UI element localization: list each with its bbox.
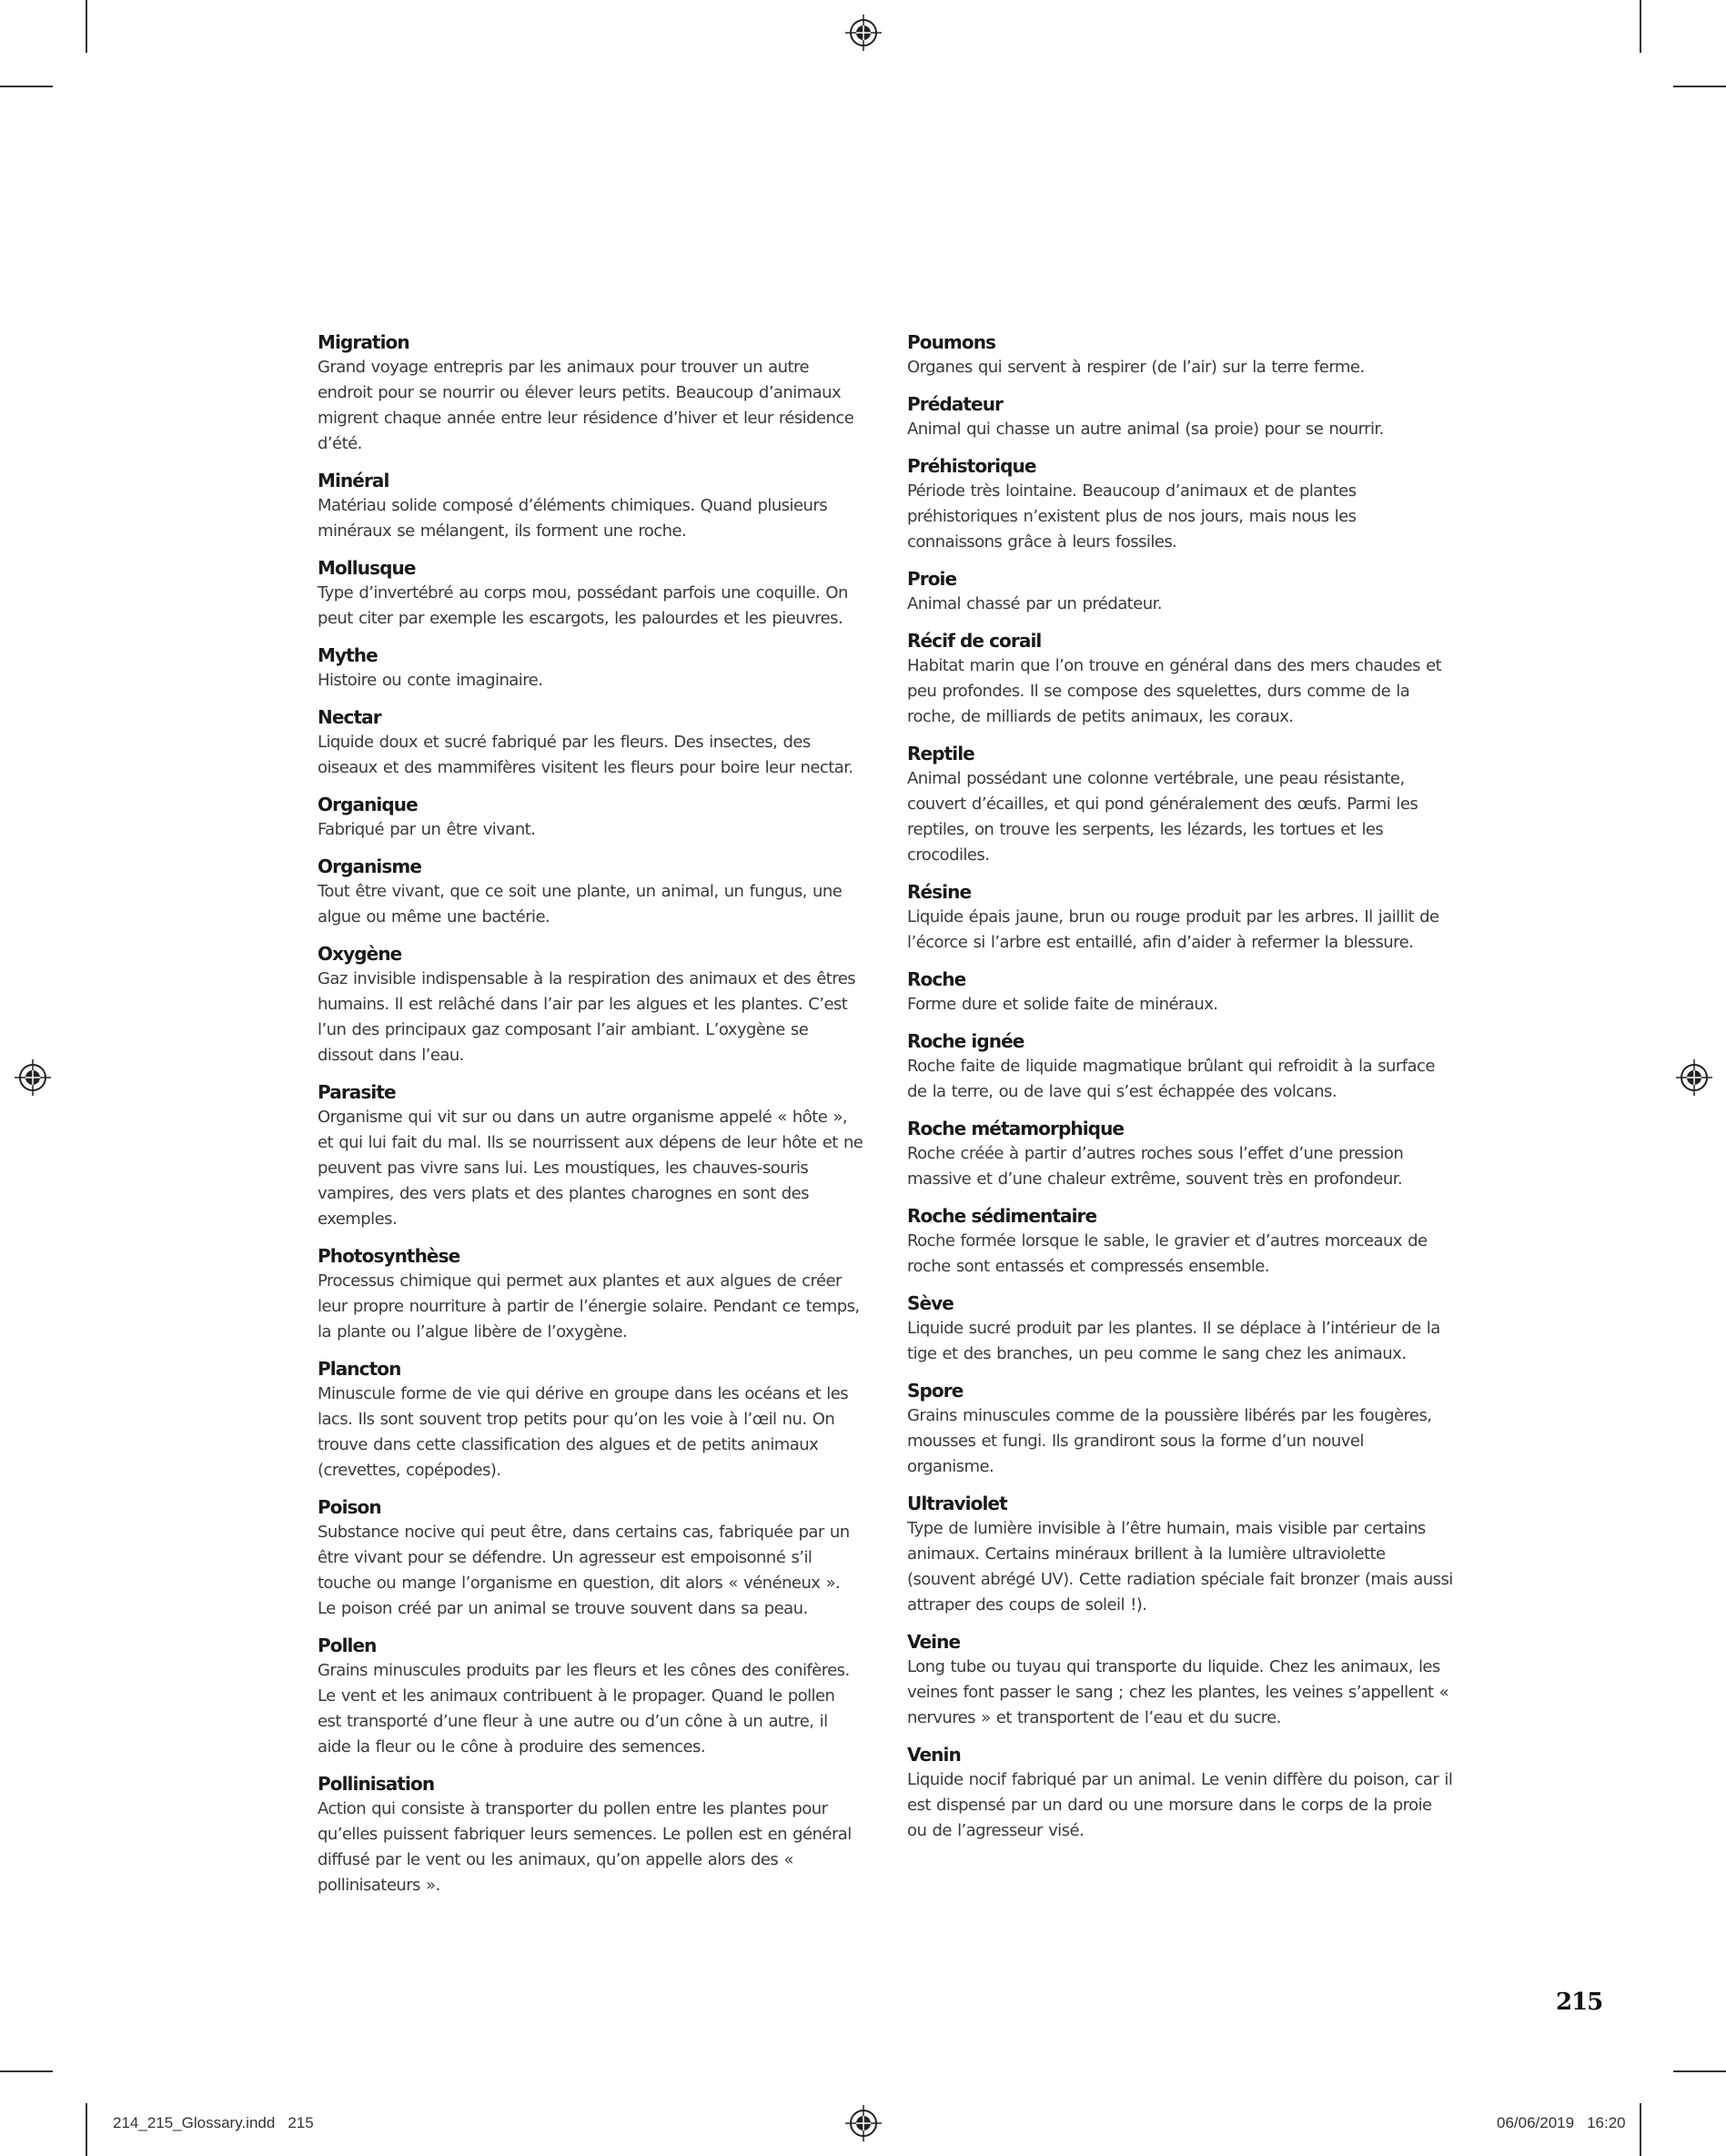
glossary-entry [907, 1203, 1453, 1280]
crop-mark [1673, 86, 1726, 87]
glossary-column-left [318, 329, 863, 1909]
glossary-entry [907, 1291, 1453, 1367]
registration-mark-icon [15, 1059, 51, 1096]
glossary-definition: Grand voyage entrepris par les animaux pour trouver un autre endroit pour se nourrir ou élever leurs petits. Beaucoup d’animaux migrent chaque année entre leur résidence d’hiver et leur résidence d’été. [318, 358, 854, 453]
glossary-term: Récif de corail [907, 630, 1042, 652]
glossary-entry [907, 1378, 1453, 1480]
crop-mark [86, 2103, 87, 2156]
glossary-definition: Action qui consiste à transporter du pollen entre les plantes pour qu’elles puissent fabriquer leurs semences. Le pollen est en général diffusé par le vent ou les animaux, qu’on appelle alors des « pollinisateurs ». [318, 1799, 852, 1895]
glossary-entry [318, 854, 863, 930]
slug-date: 06/06/2019 [1497, 2114, 1575, 2131]
glossary-term: Spore [907, 1380, 964, 1402]
glossary-term: Proie [907, 568, 957, 590]
crop-mark [0, 2070, 53, 2072]
glossary-entry [907, 1491, 1453, 1618]
glossary-term: Organique [318, 794, 418, 815]
print-slug-date [1497, 2114, 1626, 2132]
glossary-entry [907, 453, 1453, 555]
glossary-definition: Gaz invisible indispensable à la respiration des animaux et des êtres humains. Il est relâché dans l’air par les algues et les plantes. C’est l’un des principaux gaz composant l’air ambiant. L’oxygène se dissout dans l’eau. [318, 969, 856, 1065]
glossary-definition: Processus chimique qui permet aux plantes et aux algues de créer leur propre nourriture à partir de l’énergie solaire. Pendant ce temps, la plante ou l’algue libère de l’oxygène. [318, 1271, 860, 1341]
glossary-term: Ultraviolet [907, 1493, 1007, 1514]
glossary-definition: Type de lumière invisible à l’être humain, mais visible par certains animaux. Certains minéraux brillent à la lumière ultraviolette (souvent abrégé UV). Cette radiation spéciale fait bronzer (mais aussi attraper des coups de soleil !). [907, 1519, 1453, 1614]
glossary-term: Organisme [318, 855, 421, 877]
glossary-definition: Liquide doux et sucré fabriqué par les fleurs. Des insectes, des oiseaux et des mammifères visitent les fleurs pour boire leur nectar. [318, 733, 853, 777]
glossary-definition: Fabriqué par un être vivant. [318, 820, 536, 839]
slug-filename: 214_215_Glossary.indd [113, 2114, 276, 2131]
glossary-definition: Liquide nocif fabriqué par un animal. Le venin diffère du poison, car il est dispensé par un dard ou une morsure dans le corps de la proie ou de l’agresseur visé. [907, 1770, 1453, 1840]
crop-mark [1640, 0, 1641, 53]
glossary-entry [318, 1356, 863, 1483]
glossary-entry [318, 468, 863, 544]
glossary-definition: Tout être vivant, que ce soit une plante, un animal, un fungus, une algue ou même une bactérie. [318, 882, 843, 926]
registration-mark-icon [845, 15, 882, 51]
glossary-term: Oxygène [318, 943, 402, 965]
glossary-term: Pollen [318, 1635, 377, 1656]
glossary-term: Sève [907, 1292, 954, 1314]
glossary-term: Plancton [318, 1358, 401, 1380]
glossary-definition: Roche créée à partir d’autres roches sous l’effet d’une pression massive et d’une chaleur extrême, souvent très en profondeur. [907, 1144, 1404, 1189]
glossary-term: Nectar [318, 706, 381, 728]
glossary-column-right [907, 329, 1453, 1855]
glossary-definition: Matériau solide composé d’éléments chimiques. Quand plusieurs minéraux se mélangent, ils forment une roche. [318, 496, 828, 541]
glossary-entry [318, 555, 863, 632]
glossary-entry [318, 1633, 863, 1760]
glossary-entry [318, 1771, 863, 1898]
glossary-definition: Roche faite de liquide magmatique brûlant qui refroidit à la surface de la terre, ou de lave qui s’est échappée des volcans. [907, 1057, 1435, 1101]
glossary-definition: Roche formée lorsque le sable, le gravier et d’autres morceaux de roche sont entassés et compressés ensemble. [907, 1231, 1428, 1276]
crop-mark [86, 0, 87, 53]
glossary-term: Minéral [318, 470, 389, 491]
glossary-entry [318, 1079, 863, 1232]
glossary-definition: Type d’invertébré au corps mou, possédant parfois une coquille. On peut citer par exemple les escargots, les palourdes et les pieuvres. [318, 583, 848, 628]
glossary-term: Venin [907, 1744, 961, 1766]
slug-time: 16:20 [1587, 2114, 1626, 2131]
glossary-term: Roche sédimentaire [907, 1205, 1097, 1227]
glossary-definition: Grains minuscules produits par les fleurs et les cônes des conifères. Le vent et les animaux contribuent à le propager. Quand le pollen est transporté d’une fleur à une autre ou d’un cône à un autre, il aide la fleur ou le cône à produire des semences. [318, 1661, 850, 1756]
glossary-term: Poison [318, 1496, 381, 1518]
glossary-term: Migration [318, 331, 409, 353]
registration-mark-icon [1676, 1059, 1712, 1096]
slug-file-page: 215 [288, 2114, 314, 2131]
glossary-entry [907, 741, 1453, 868]
glossary-entry [907, 879, 1453, 956]
glossary-entry [907, 628, 1453, 730]
glossary-definition: Habitat marin que l’on trouve en général dans des mers chaudes et peu profondes. Il se compose des squelettes, durs comme de la roche, de milliards de petits animaux, les coraux. [907, 656, 1442, 726]
glossary-entry [318, 643, 863, 693]
glossary-term: Pollinisation [318, 1773, 435, 1795]
glossary-entry [907, 1629, 1453, 1731]
glossary-definition: Histoire ou conte imaginaire. [318, 671, 543, 690]
glossary-term: Résine [907, 881, 972, 903]
glossary-term: Veine [907, 1631, 961, 1653]
glossary-definition: Liquide sucré produit par les plantes. Il se déplace à l’intérieur de la tige et des branches, un peu comme le sang chez les animaux. [907, 1319, 1440, 1363]
crop-mark [1673, 2070, 1726, 2072]
glossary-entry [318, 941, 863, 1068]
glossary-term: Roche métamorphique [907, 1118, 1125, 1139]
page-number: 215 [1556, 1989, 1603, 2016]
glossary-entry [907, 1116, 1453, 1192]
registration-mark-icon [845, 2105, 882, 2141]
glossary-term: Préhistorique [907, 455, 1036, 477]
glossary-entry [907, 391, 1453, 442]
crop-mark [1640, 2103, 1641, 2156]
glossary-entry [318, 1494, 863, 1622]
glossary-entry [318, 704, 863, 781]
glossary-entry [907, 566, 1453, 617]
glossary-term: Photosynthèse [318, 1245, 460, 1267]
glossary-entry [907, 1028, 1453, 1105]
glossary-entry [318, 329, 863, 457]
glossary-term: Mollusque [318, 557, 416, 579]
crop-mark [0, 86, 53, 87]
glossary-definition: Grains minuscules comme de la poussière libérés par les fougères, mousses et fungi. Ils grandiront sous la forme d’un nouvel organisme. [907, 1406, 1432, 1476]
glossary-definition: Organisme qui vit sur ou dans un autre organisme appelé « hôte », et qui lui fait du mal. Ils se nourrissent aux dépens de leur hôte et ne peuvent pas vivre sans lui. Les moustiques, les chauves-souris vampires, des vers plats et des plantes charognes en sont des exemples. [318, 1108, 863, 1229]
glossary-definition: Animal qui chasse un autre animal (sa proie) pour se nourrir. [907, 420, 1384, 439]
glossary-term: Poumons [907, 331, 996, 353]
print-slug-file [113, 2114, 314, 2132]
glossary-definition: Forme dure et solide faite de minéraux. [907, 995, 1218, 1014]
glossary-definition: Animal chassé par un prédateur. [907, 594, 1162, 613]
glossary-definition: Période très lointaine. Beaucoup d’animaux et de plantes préhistoriques n’existent plus de nos jours, mais nous les connaissons grâce à leurs fossiles. [907, 481, 1357, 552]
glossary-entry [907, 329, 1453, 380]
glossary-term: Prédateur [907, 393, 1004, 415]
glossary-definition: Liquide épais jaune, brun ou rouge produit par les arbres. Il jaillit de l’écorce si l’arbre est entaillé, afin d’aider à refermer la blessure. [907, 907, 1439, 952]
glossary-term: Parasite [318, 1081, 396, 1103]
glossary-entry [907, 1742, 1453, 1844]
glossary-term: Roche ignée [907, 1030, 1024, 1052]
glossary-definition: Animal possédant une colonne vertébrale, une peau résistante, couvert d’écailles, et qui pond généralement des œufs. Parmi les reptiles, on trouve les serpents, les lézards, les tortues et les crocodiles. [907, 769, 1418, 865]
glossary-entry [907, 967, 1453, 1017]
glossary-entry [318, 1243, 863, 1345]
glossary-entry [318, 792, 863, 843]
glossary-term: Reptile [907, 743, 974, 764]
glossary-definition: Substance nocive qui peut être, dans certains cas, fabriquée par un être vivant pour se défendre. Un agresseur est empoisonné s’il touche ou mange l’organisme en question, dit alors « vénéneux ». Le poison créé par un animal se trouve souvent dans sa peau. [318, 1523, 850, 1618]
glossary-term: Mythe [318, 644, 378, 666]
glossary-definition: Long tube ou tuyau qui transporte du liquide. Chez les animaux, les veines font passer le sang ; chez les plantes, les veines s’appellent « nervures » et transportent de l’eau et du sucre. [907, 1657, 1449, 1727]
glossary-definition: Minuscule forme de vie qui dérive en groupe dans les océans et les lacs. Ils sont souvent trop petits pour qu’on les voie à l’œil nu. On trouve dans cette classification des algues et de petits animaux (crevettes, copépodes). [318, 1384, 849, 1480]
glossary-definition: Organes qui servent à respirer (de l’air) sur la terre ferme. [907, 358, 1365, 377]
glossary-term: Roche [907, 968, 966, 990]
